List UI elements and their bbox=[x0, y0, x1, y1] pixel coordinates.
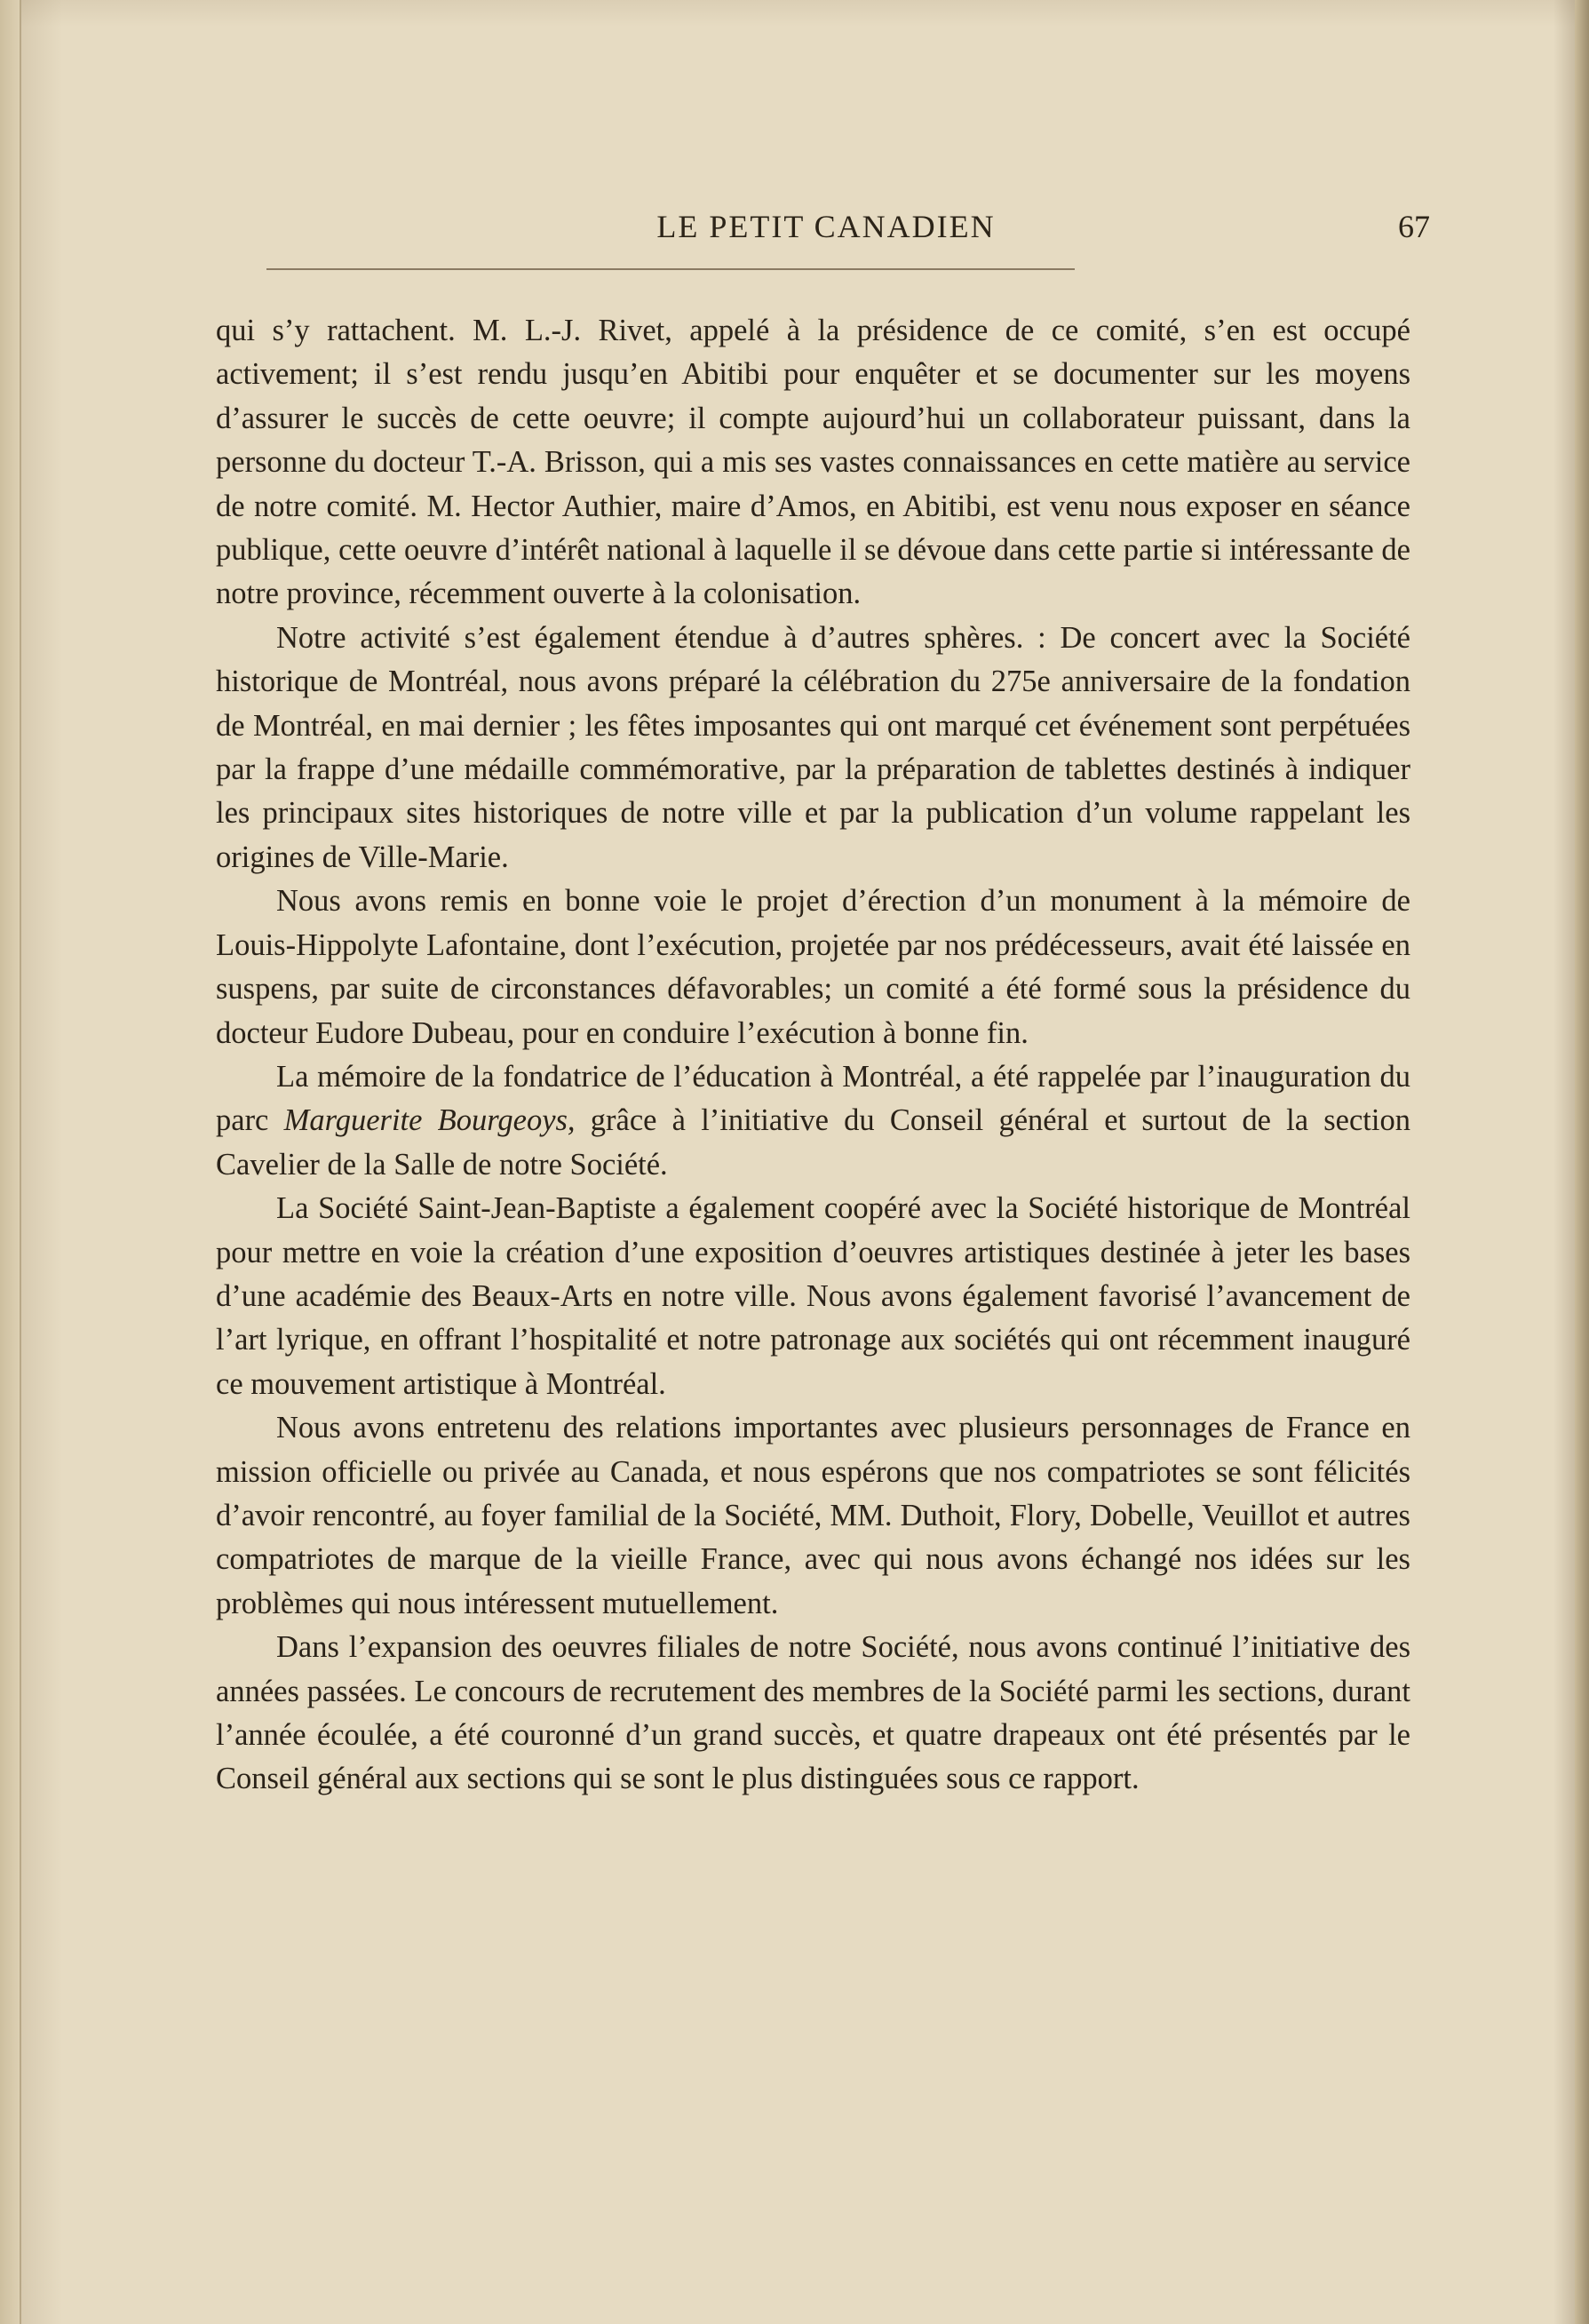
paragraph-bourgeoys-park bbox=[216, 1055, 1410, 1187]
page-right-edge bbox=[1575, 0, 1589, 2324]
paragraph-continued: qui s’y rattachent. M. L.-J. Rivet, appelé à la présidence de ce comité, s’en est occupé activement; il s’est rendu jusqu’en Abitibi pour enquêter et se documenter sur les moyens d’assurer le succès de cette oeuvre; il compte aujourd’hui un collaborateur puissant, dans la personne du docteur T.-A. Brisson, qui a mis ses vastes connaissances en cette matière au service de notre comité. M. Hector Authier, maire d’Amos, en Abitibi, est venu nous exposer en séance publique, cette oeuvre d’intérêt national à laquelle il se dévoue dans cette partie si intéressante de notre province, récemment ouverte à la colonisation. bbox=[216, 314, 1410, 611]
paragraph-france-relations: Nous avons entretenu des relations importantes avec plusieurs personnages de France en mission officielle ou privée au Canada, et nous espérons que nos compatriotes se sont félicités d’avoir rencontré, au foyer familial de la Société, MM. Duthoit, Flory, Dobelle, Veuillot et autres compatriotes de marque de la vieille France, avec qui nous avons échangé nos idées sur les problèmes qui nous intéressent mutuellement. bbox=[216, 1411, 1410, 1620]
page-binding-edge bbox=[0, 0, 21, 2324]
body-text bbox=[216, 309, 1410, 1802]
paragraph-text: La mémoire de la fondatrice de l’éducation à Montréal, a été rappelée par l’inauguration du parc bbox=[216, 1059, 1410, 1138]
park-name: Marguerite Bourgeoys, bbox=[283, 1103, 576, 1138]
paragraph-filial-works: Dans l’expansion des oeuvres filiales de notre Société, nous avons continué l’initiative des années passées. Le concours de recrutement des membres de la Société parmi les sections, durant l’année écoulée, a été couronné d’un grand succès, et quatre drapeaux ont été présentés par le Conseil général aux sections qui se sont le plus distinguées sous ce rapport. bbox=[216, 1630, 1410, 1796]
page-number: 67 bbox=[1398, 209, 1430, 244]
paragraph-lafontaine-monument: Nous avons remis en bonne voie le projet d’érection d’un monument à la mémoire de Louis-Hippolyte Lafontaine, dont l’exécution, projetée par nos prédécesseurs, avait été laissée en suspens, par suite de circonstances défavorables; un comité a été formé sous la présidence du docteur Eudore Dubeau, pour en conduire l’exécution à bonne fin. bbox=[216, 884, 1410, 1050]
running-header bbox=[222, 208, 1430, 252]
paragraph-other-spheres: Notre activité s’est également étendue à d’autres sphères. : De concert avec la Société historique de Montréal, nous avons préparé la célébration du 275e anniversaire de la fondation de Montréal, en mai dernier ; les fêtes imposantes qui ont marqué cet événement sont perpétuées par la frappe d’une médaille commémorative, par la préparation de tablettes destinés à indiquer les principaux sites historiques de notre ville et par la publication d’un volume rappelant les origines de Ville-Marie. bbox=[216, 620, 1410, 874]
paragraph-text: grâce à l’initiative du Conseil général et surtout de la section Cavelier de la Salle de notre Société. bbox=[216, 1103, 1410, 1182]
running-title: LE PETIT CANADIEN bbox=[656, 209, 996, 244]
header-rule bbox=[266, 268, 1075, 270]
paragraph-arts-exhibition: La Société Saint-Jean-Baptiste a également coopéré avec la Société historique de Montréal pour mettre en voie la création d’une exposition d’oeuvres artistiques destinée à jeter les bases d’une académie des Beaux-Arts en notre ville. Nous avons également favorisé l’avancement de l’art lyrique, en offrant l’hospitalité et notre patronage aux sociétés qui ont récemment inauguré ce mouvement artistique à Montréal. bbox=[216, 1191, 1410, 1401]
